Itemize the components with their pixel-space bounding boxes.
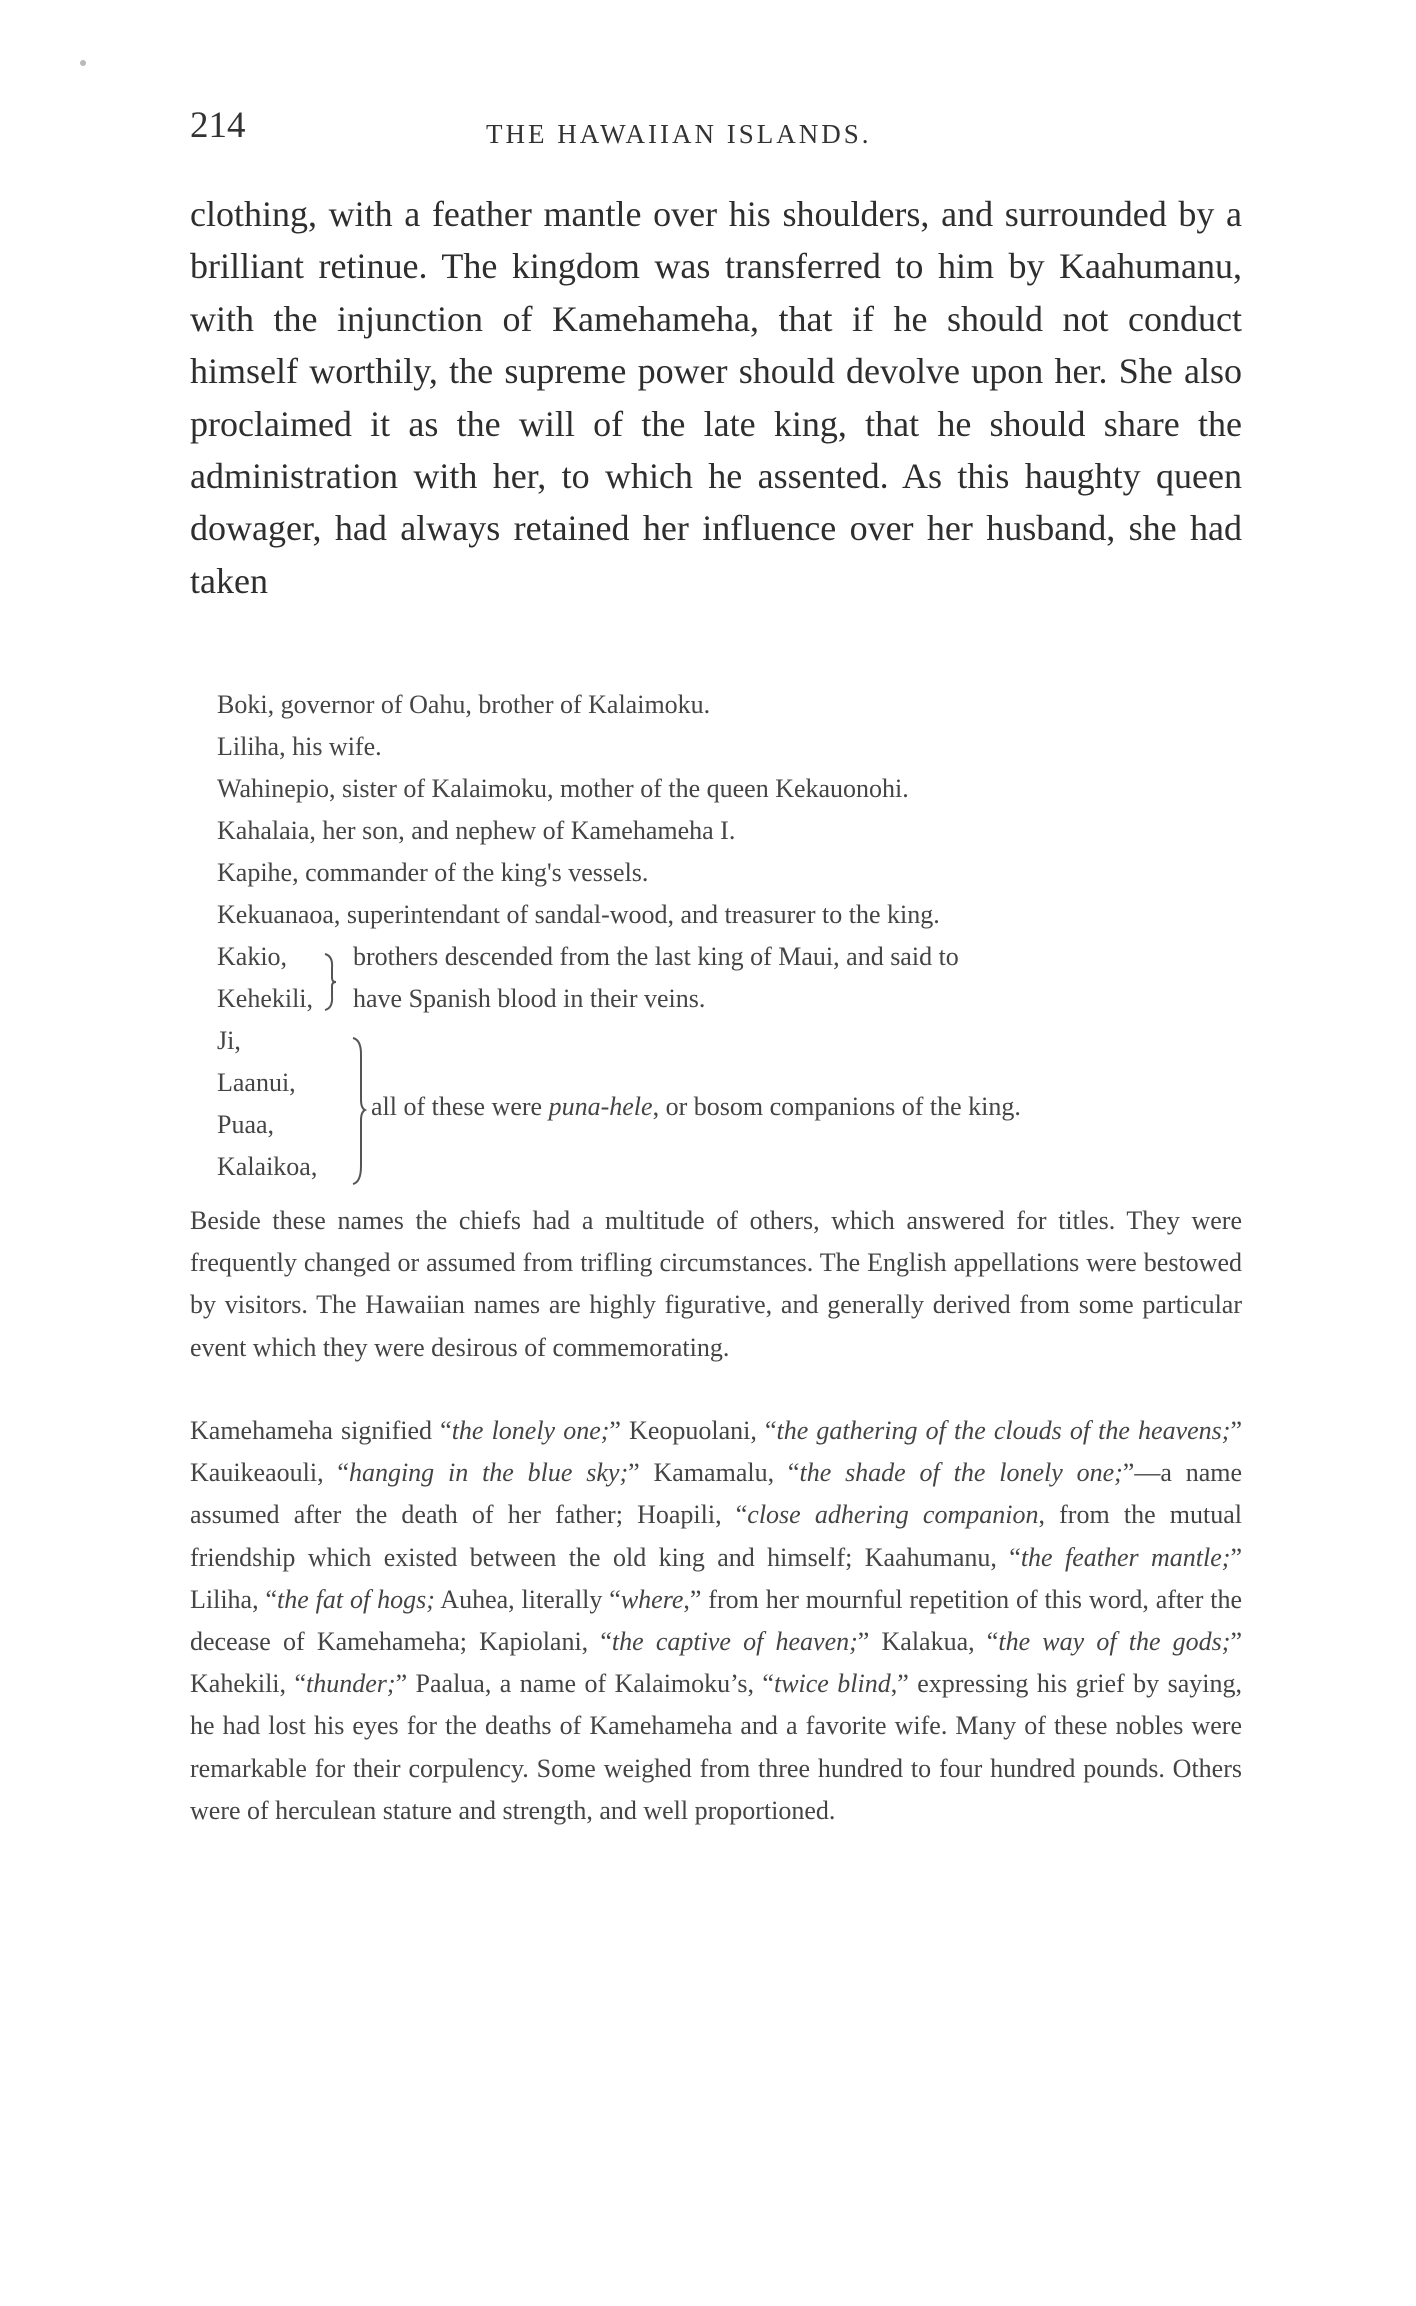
segment: , from the mutual friendship which existed between the old king and himself; Kaahumanu, “ — [190, 1500, 1243, 1572]
segment: the captive of heaven; — [611, 1627, 858, 1657]
paragraph-name-meanings — [190, 1410, 1242, 1832]
group1-brace — [323, 952, 337, 1012]
segment: where — [620, 1584, 684, 1614]
segment: the lonely one; — [451, 1416, 610, 1445]
segment: the feather mantle; — [1020, 1542, 1231, 1572]
segment: Auhea, literally “ — [434, 1584, 621, 1614]
segment: ,” expressing his grief by saying, he had lost his eyes for the deaths of Kamehameha and a favorite wife. Many of these nobles were remarkable for their corpulency. Some weighed from three hundred to four hundred pounds. Others were of herculean stature and strength, and well proportioned. — [190, 1669, 1242, 1825]
group2-brace — [351, 1036, 367, 1186]
page-header — [190, 104, 1240, 154]
segment: hanging in the blue sky; — [348, 1458, 629, 1488]
segment: the fat of hogs; — [277, 1584, 435, 1614]
running-head: THE HAWAIIAN ISLANDS. — [486, 119, 872, 149]
group2-name: Kalaikoa, — [217, 1152, 318, 1181]
segment: Kamehameha signified “ — [190, 1416, 452, 1445]
group2-name: Puaa, — [217, 1110, 275, 1139]
note-line: Wahinepio, sister of Kalaimoku, mother of the queen Kekauonohi. — [217, 774, 909, 803]
segment: ” Kahekili, “ — [190, 1627, 1243, 1699]
segment: ” Liliha, “ — [190, 1542, 1242, 1614]
segment: ”—a name assumed after the death of her father; Hoapili, “ — [190, 1458, 1243, 1530]
segment: ” Paalua, a name of Kalaimoku’s, “ — [395, 1669, 774, 1699]
segment: the shade of the lonely one; — [799, 1458, 1123, 1488]
paragraph-names-titles: Beside these names the chiefs had a multitude of others, which answered for titles. They were frequently changed or assumed from trifling circumstances. The English appellations were bestowed by visitors. The Hawaiian names are highly figurative, and generally derived from some particular event which they were desirous of commemorating. — [190, 1206, 1242, 1362]
segment: ,” from her mournful repetition of this word, after the decease of Kamehameha; Kapiolani, “ — [190, 1584, 1242, 1657]
note-line: Kekuanaoa, superintendant of sandal-wood, and treasurer to the king. — [217, 900, 940, 929]
group2-name: Ji, — [217, 1026, 241, 1055]
group2-name: Laanui, — [217, 1068, 296, 1097]
note-line: Liliha, his wife. — [217, 732, 382, 761]
segment: the gathering of the clouds of the heavens; — [776, 1416, 1231, 1445]
segment: the way of the gods; — [998, 1627, 1231, 1657]
group1-name: Kehekili, — [217, 984, 314, 1013]
segment: ” Keopuolani, “ — [609, 1416, 777, 1445]
group1-text: brothers descended from the last king of Maui, and said to — [353, 942, 959, 971]
note-line: Kahalaia, her son, and nephew of Kamehameha I. — [217, 816, 736, 845]
segment: close adhering companion — [747, 1500, 1039, 1530]
note-line: Kapihe, commander of the king's vessels. — [217, 858, 649, 887]
segment: ” Kamamalu, “ — [628, 1458, 800, 1488]
segment: ” Kauikeaouli, “ — [190, 1416, 1242, 1488]
segment: ” Kalakua, “ — [857, 1627, 999, 1657]
group1-text: have Spanish blood in their veins. — [353, 984, 706, 1013]
segment: twice blind — [773, 1669, 891, 1699]
group1-name: Kakio, — [217, 942, 288, 971]
page-number: 214 — [190, 105, 246, 146]
main-text: clothing, with a feather mantle over his shoulders, and surrounded by a brilliant retinue. The kingdom was transferred to him by Kaahumanu, with the injunction of Kamehameha, that if he should not conduct himself worthily, the supreme power should devolve upon her. She also proclaimed it as the will of the late king, that he should share the administration with her, to which he assented. As this haughty queen dowager, had always retained her influence over her husband, she had taken — [190, 194, 1242, 601]
note-line: Boki, governor of Oahu, brother of Kalaimoku. — [217, 690, 711, 719]
segment: thunder; — [306, 1669, 396, 1699]
ink-speck — [80, 60, 86, 66]
group2-text: all of these were puna-hele, or bosom companions of the king. — [371, 1092, 1021, 1121]
